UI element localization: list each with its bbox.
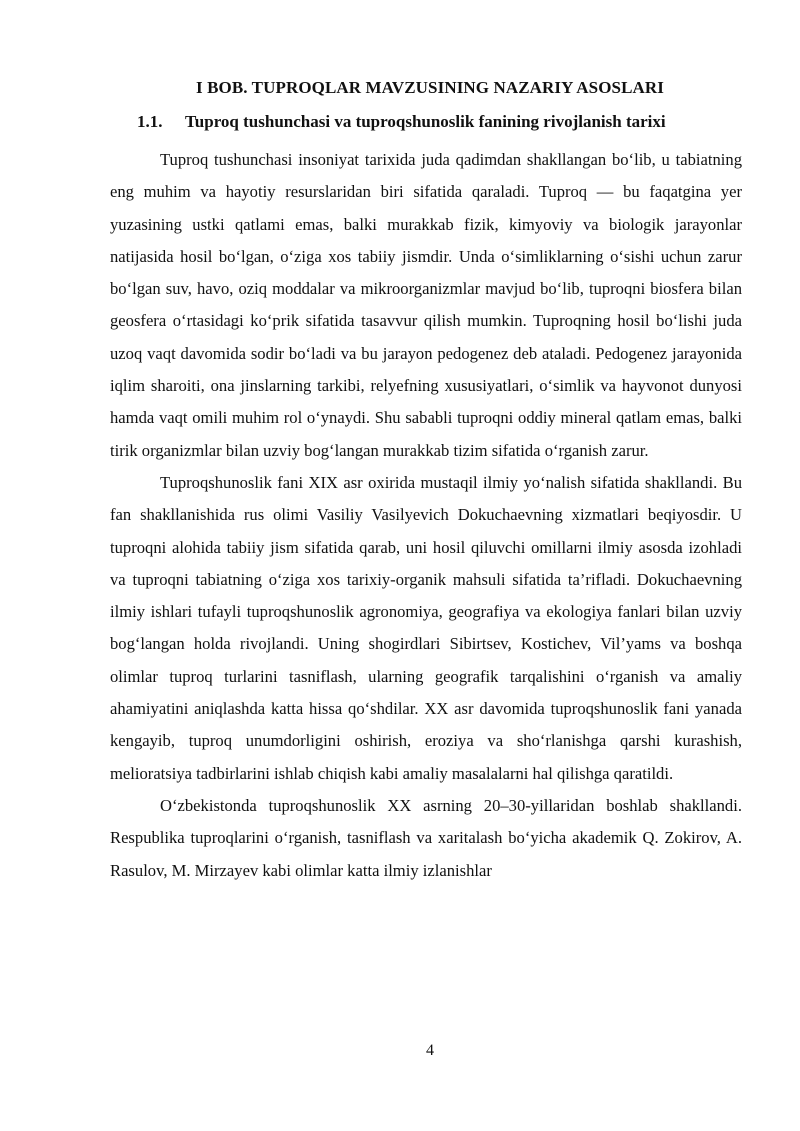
section-heading xyxy=(137,112,747,132)
paragraph: Tuproq tushunchasi insoniyat tarixida juda qadimdan shakllangan bo‘lib, u tabiatning eng muhim va hayotiy resurslaridan biri sifatida qaraladi. Tuproq — bu faqatgina yer yuzasining ustki qatlami emas, balki murakkab fizik, kimyoviy va biologik jarayonlar natijasida hosil bo‘lgan, o‘ziga xos tabiiy jismdir. Unda o‘simliklarning o‘sishi uchun zarur bo‘lgan suv, havo, oziq moddalar va mikroorganizmlar mavjud bo‘lib, tuproqni biosfera bilan geosfera o‘rtasidagi ko‘prik sifatida tasavvur qilish mumkin. Tuproqning hosil bo‘lishi juda uzoq vaqt davomida sodir bo‘ladi va bu jarayon pedogenez deb ataladi. Pedogenez jarayonida iqlim sharoiti, ona jinslarning tarkibi, relyefning xususiyatlari, o‘simlik va hayvonot dunyosi hamda vaqt omili muhim rol o‘ynaydi. Shu sababli tuproqni oddiy mineral qatlam emas, balki tirik organizmlar bilan uzviy bog‘langan murakkab tizim sifatida o‘rganish zarur. xyxy=(110,150,742,460)
body-text xyxy=(110,144,742,887)
paragraph: O‘zbekistonda tuproqshunoslik XX asrning 20–30-yillaridan boshlab shakllandi. Respublika tuproqlarini o‘rganish, tasniflash va xaritalash bo‘yicha akademik Q. Zokirov, A. Rasulov, M. Mirzayev kabi olimlar katta ilmiy izlanishlar xyxy=(110,795,742,880)
paragraph: Tuproqshunoslik fani XIX asr oxirida mustaqil ilmiy yo‘nalish sifatida shakllandi. Bu fan shakllanishida rus olimi Vasiliy Vasilyevich Dokuchaevning xizmatlari beqiyosdir. U tuproqni alohida tabiiy jism sifatida qarab, uni hosil qiluvchi omillarni ilmiy asosda izohladi va tuproqni tabiatning o‘ziga xos tarixiy-organik mahsuli sifatida ta’rifladi. Dokuchaevning ilmiy ishlari tufayli tuproqshunoslik agronomiya, geografiya va ekologiya fanlari bilan uzviy bog‘langan holda rivojlandi. Uning shogirdlari Sibirtsev, Kostichev, Vil’yams va boshqa olimlar tuproq turlarini tasniflash, ularning geografik tarqalishini o‘rganish va amaliy ahamiyatini aniqlashda katta hissa qo‘shdilar. XX asr davomida tuproqshunoslik fani yanada kengayib, tuproq unumdorligini oshirish, eroziya va sho‘rlanishga qarshi kurashish, melioratsiya tadbirlarini ishlab chiqish kabi amaliy masalalarni hal qilishga qaratildi. xyxy=(110,472,742,783)
page-number: 4 xyxy=(426,1042,434,1059)
section-title: Tuproq tushunchasi va tuproqshunoslik fanining rivojlanish tarixi xyxy=(185,112,666,131)
chapter-title: I BOB. TUPROQLAR MAVZUSINING NAZARIY ASOSLARI xyxy=(196,78,664,97)
section-number: 1.1. xyxy=(137,112,163,131)
